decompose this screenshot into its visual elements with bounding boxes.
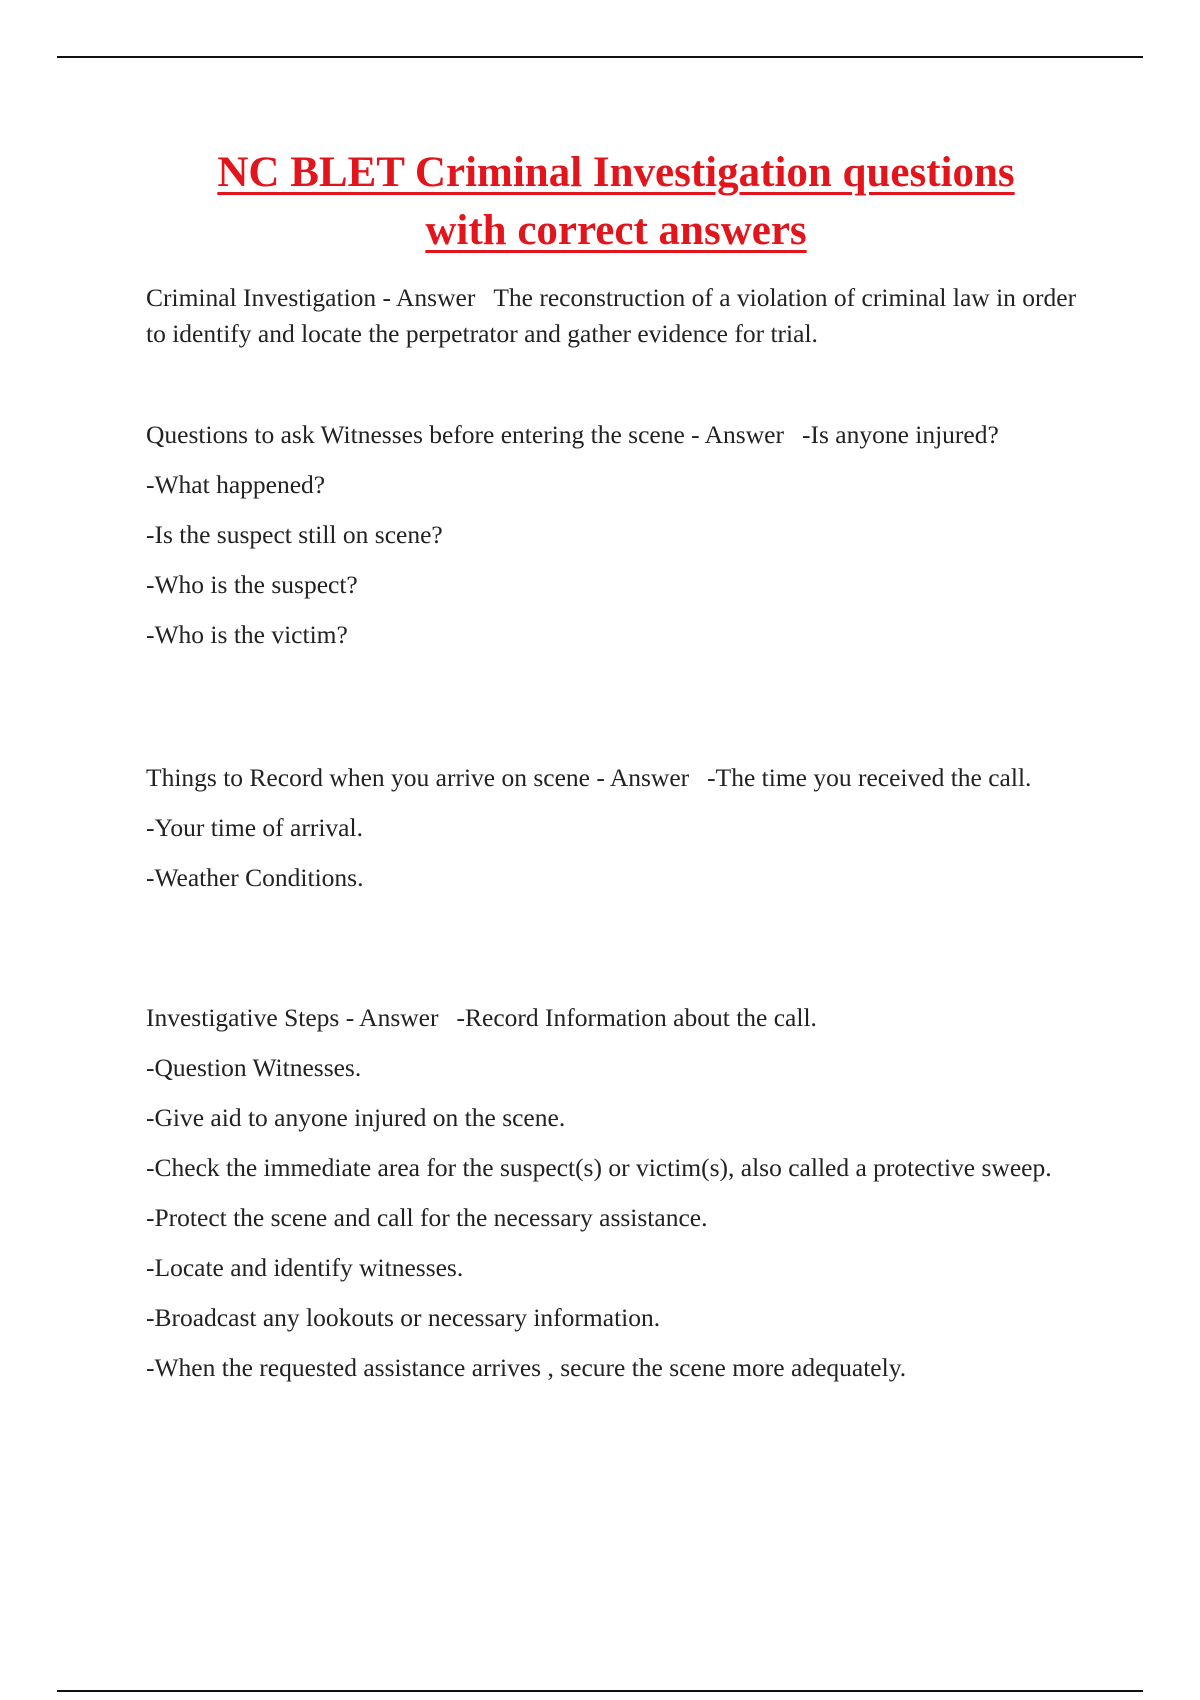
answer-text: -Is anyone injured? [801, 420, 999, 449]
answer-item: -Give aid to anyone injured on the scene. [146, 1103, 566, 1132]
qa-entry [146, 417, 1086, 653]
answer-item: -Who is the suspect? [146, 570, 358, 599]
answer-item: -Locate and identify witnesses. [146, 1253, 464, 1282]
top-rule [57, 56, 1143, 58]
answer-item: -Weather Conditions. [146, 863, 364, 892]
answer-text: The reconstruction of a violation of criminal law in order to identify and locate the perpetrator and gather evidence for trial. [146, 283, 1077, 348]
answer-item: -Your time of arrival. [146, 813, 363, 842]
qa-entry [146, 280, 1086, 352]
answer-item: -Question Witnesses. [146, 1053, 362, 1082]
title-line-2: with correct answers [425, 207, 807, 254]
question-text: Things to Record when you arrive on scene - Answer [146, 763, 690, 792]
answer-text: -The time you received the call. [707, 763, 1032, 792]
answer-item: -Check the immediate area for the suspect(s) or victim(s), also called a protective sweep. [146, 1153, 1052, 1182]
qa-entry [146, 1000, 1086, 1386]
document-title [146, 144, 1086, 260]
bottom-rule [57, 1690, 1143, 1692]
qa-paragraph [146, 1000, 1086, 1036]
answer-item: -When the requested assistance arrives , secure the scene more adequately. [146, 1353, 907, 1382]
answer-item: -Broadcast any lookouts or necessary information. [146, 1303, 661, 1332]
question-text: Investigative Steps - Answer [146, 1003, 439, 1032]
qa-paragraph [146, 280, 1086, 352]
qa-paragraph [146, 760, 1086, 796]
qa-paragraph [146, 417, 1086, 453]
answer-item: -Protect the scene and call for the necessary assistance. [146, 1203, 708, 1232]
question-text: Questions to ask Witnesses before entering the scene - Answer [146, 420, 784, 449]
answer-item: -Who is the victim? [146, 620, 348, 649]
title-line-1: NC BLET Criminal Investigation questions [217, 149, 1015, 196]
answer-item: -Is the suspect still on scene? [146, 520, 443, 549]
qa-entry [146, 760, 1086, 896]
answer-item: -What happened? [146, 470, 326, 499]
question-text: Criminal Investigation - Answer [146, 283, 476, 312]
answer-text: -Record Information about the call. [456, 1003, 817, 1032]
